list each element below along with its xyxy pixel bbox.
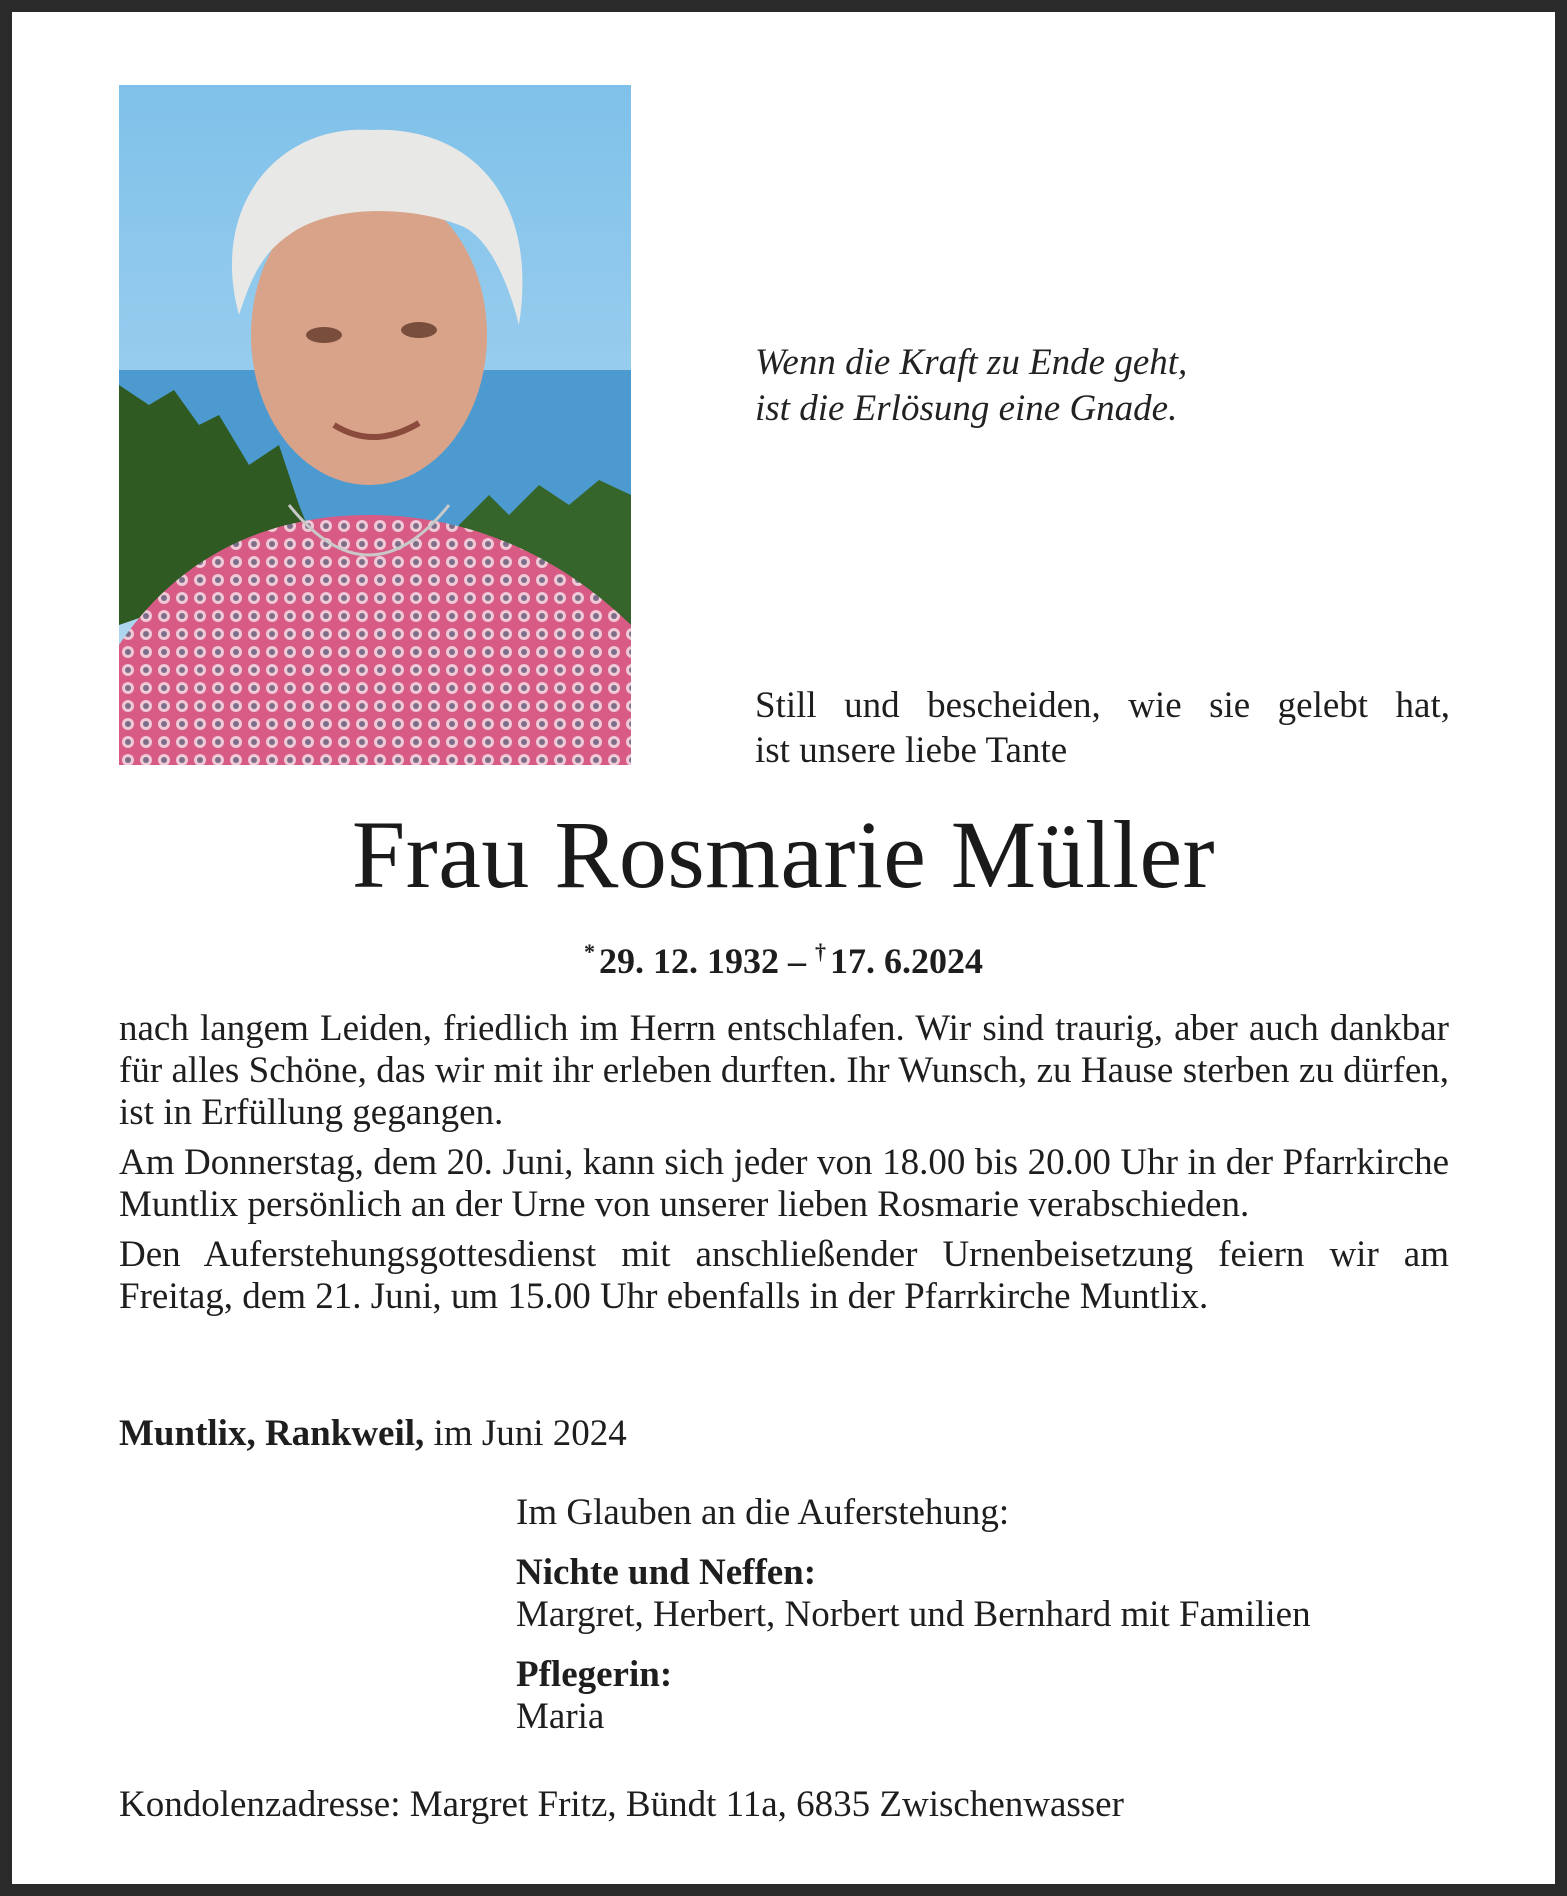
motto-quote [755,340,1475,432]
death-symbol: † [815,939,826,964]
intro-text [755,683,1450,773]
body-paragraph-3: Den Auferstehungsgottesdienst mit anschließender Urnenbeisetzung feiern wir am Freitag, dem 21. Juni, um 15.00 Uhr ebenfalls in der Pfarrkirche Muntlix. [119,1234,1449,1317]
caregiver-label: Pflegerin: [516,1654,673,1695]
intro-line-1: Still und bescheiden, wie sie gelebt hat, [755,685,1450,726]
motto-line-1: Wenn die Kraft zu Ende geht, [755,342,1188,383]
relatives-names: Margret, Herbert, Norbert und Bernhard mit Familien [516,1594,1311,1635]
intro-line-2: ist unsere liebe Tante [755,730,1068,771]
deceased-name: Frau Rosmarie Müller [351,801,1216,908]
body-paragraph-1: nach langem Leiden, friedlich im Herrn entschlafen. Wir sind traurig, aber auch dankbar für alles Schöne, das wir mit ihr erleben durften. Ihr Wunsch, zu Hause sterben zu dürfen, ist in Erfüllung gegangen. [119,1008,1449,1133]
body-paragraph-2: Am Donnerstag, dem 20. Juni, kann sich jeder von 18.00 bis 20.00 Uhr in der Pfarrkirche Muntlix persönlich an der Urne von unserer lieben Rosmarie verabschieden. [119,1142,1449,1225]
death-date: 17. 6.2024 [830,941,983,981]
portrait-photo [119,85,631,765]
motto-line-2: ist die Erlösung eine Gnade. [755,388,1178,429]
obituary-body [119,1008,1449,1326]
place-location: Muntlix, Rankweil, [119,1413,425,1454]
portrait-illustration [119,85,631,765]
relatives-label: Nichte und Neffen: [516,1552,817,1593]
date-separator: – [788,941,806,981]
condolence-address: Kondolenzadresse: Margret Fritz, Bündt 11a, 6835 Zwischenwasser [119,1784,1124,1825]
life-dates [0,930,1567,983]
birth-symbol: * [584,939,595,964]
caregiver-names: Maria [516,1696,605,1737]
mourners-group-relatives [516,1552,1466,1636]
mourners-block [516,1492,1466,1756]
mourners-group-caregiver [516,1654,1466,1738]
mourners-intro: Im Glauben an die Auferstehung: [516,1492,1010,1533]
place-and-date [119,1412,1119,1456]
place-date: im Juni 2024 [433,1413,627,1454]
birth-date: 29. 12. 1932 [599,941,779,981]
